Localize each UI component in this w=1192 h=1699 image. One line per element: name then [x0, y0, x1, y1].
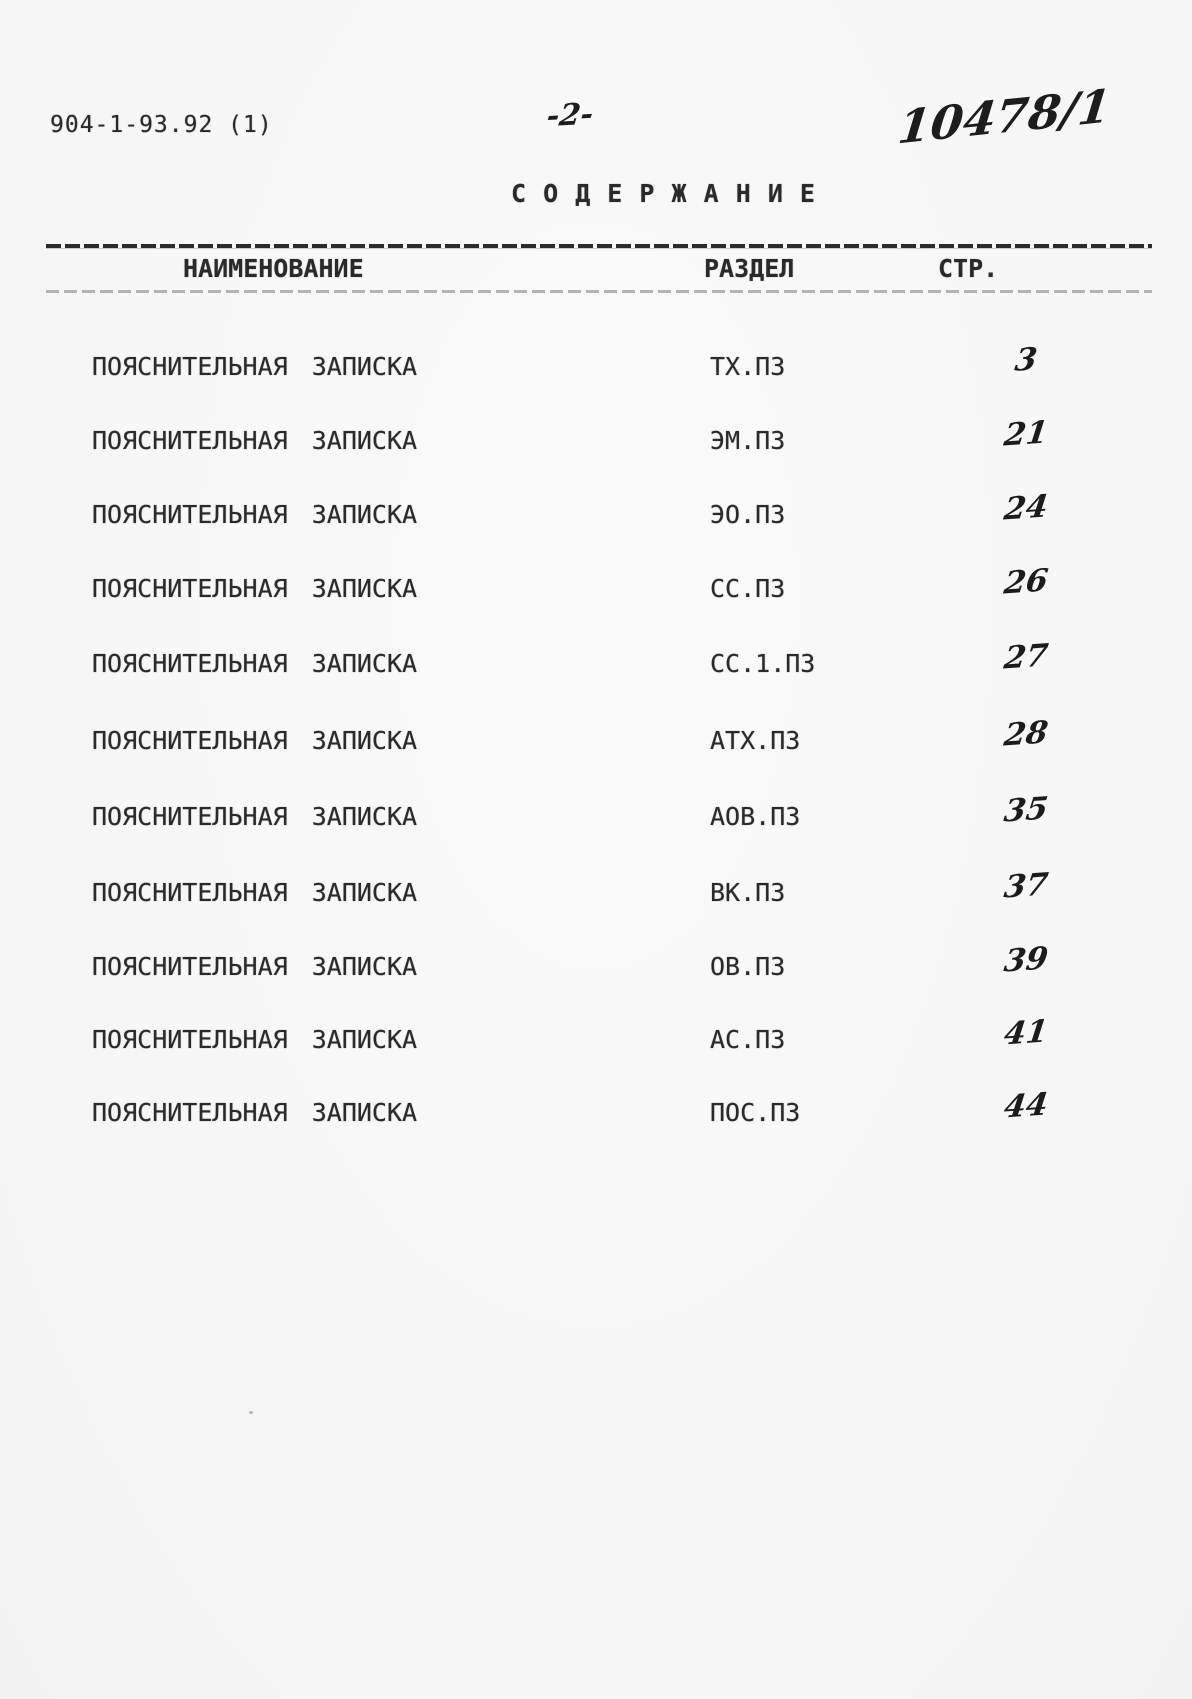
row-page: 35 [1001, 790, 1051, 830]
row-name: ПОЯСНИТЕЛЬНАЯ ЗАПИСКА [92, 878, 418, 907]
table-row [0, 637, 1192, 683]
row-page: 39 [1001, 940, 1051, 980]
row-section: АТХ.ПЗ [710, 726, 801, 755]
row-page: 24 [1001, 488, 1051, 528]
row-name: ПОЯСНИТЕЛЬНАЯ ЗАПИСКА [92, 574, 418, 603]
table-row [0, 1086, 1192, 1132]
row-page: 44 [1001, 1086, 1051, 1126]
row-page: 41 [1001, 1013, 1051, 1053]
table-row [0, 790, 1192, 836]
row-page: 27 [1001, 637, 1051, 677]
row-name: ПОЯСНИТЕЛЬНАЯ ЗАПИСКА [92, 726, 418, 755]
row-section: ТХ.ПЗ [710, 352, 786, 381]
contents-title: С О Д Е Р Ж А Н И Е [511, 179, 816, 208]
table-row [0, 940, 1192, 986]
row-name: ПОЯСНИТЕЛЬНАЯ ЗАПИСКА [92, 1025, 418, 1054]
row-section: СС.1.ПЗ [710, 649, 816, 678]
table-top-rule [46, 244, 1152, 248]
row-section: СС.ПЗ [710, 574, 786, 603]
row-name: ПОЯСНИТЕЛЬНАЯ ЗАПИСКА [92, 426, 418, 455]
column-header-section: РАЗДЕЛ [704, 254, 795, 283]
handwritten-archive-number: 10478/1 [895, 78, 1114, 155]
row-name: ПОЯСНИТЕЛЬНАЯ ЗАПИСКА [92, 802, 418, 831]
row-section: ЭМ.ПЗ [710, 426, 786, 455]
table-row [0, 341, 1192, 386]
table-row [0, 562, 1192, 608]
row-page: 28 [1001, 714, 1051, 754]
row-name: ПОЯСНИТЕЛЬНАЯ ЗАПИСКА [92, 952, 418, 981]
table-row [0, 866, 1192, 912]
row-name: ПОЯСНИТЕЛЬНАЯ ЗАПИСКА [92, 500, 418, 529]
doc-code: 904-1-93.92 (1) [50, 112, 273, 138]
row-section: АС.ПЗ [710, 1025, 786, 1054]
row-section: АОВ.ПЗ [710, 802, 801, 831]
table-row [0, 414, 1192, 460]
table-row [0, 714, 1192, 760]
table-row [0, 1013, 1192, 1059]
table-row [0, 488, 1192, 534]
table-header-rule [46, 290, 1152, 293]
row-page: 37 [1001, 866, 1051, 906]
column-header-name: НАИМЕНОВАНИЕ [183, 254, 364, 283]
row-name: ПОЯСНИТЕЛЬНАЯ ЗАПИСКА [92, 352, 418, 381]
row-section: ОВ.ПЗ [710, 952, 786, 981]
scan-speckle [249, 1411, 253, 1414]
column-header-page: СТР. [938, 254, 999, 283]
row-page: 26 [1001, 562, 1051, 602]
row-section: ВК.ПЗ [710, 878, 786, 907]
row-section: ЭО.ПЗ [710, 500, 786, 529]
page-number: -2- [544, 96, 596, 135]
row-page: 21 [1001, 414, 1051, 454]
row-name: ПОЯСНИТЕЛЬНАЯ ЗАПИСКА [92, 1098, 418, 1127]
row-name: ПОЯСНИТЕЛЬНАЯ ЗАПИСКА [92, 649, 418, 678]
row-page: 3 [1012, 341, 1040, 379]
row-section: ПОС.ПЗ [710, 1098, 801, 1127]
